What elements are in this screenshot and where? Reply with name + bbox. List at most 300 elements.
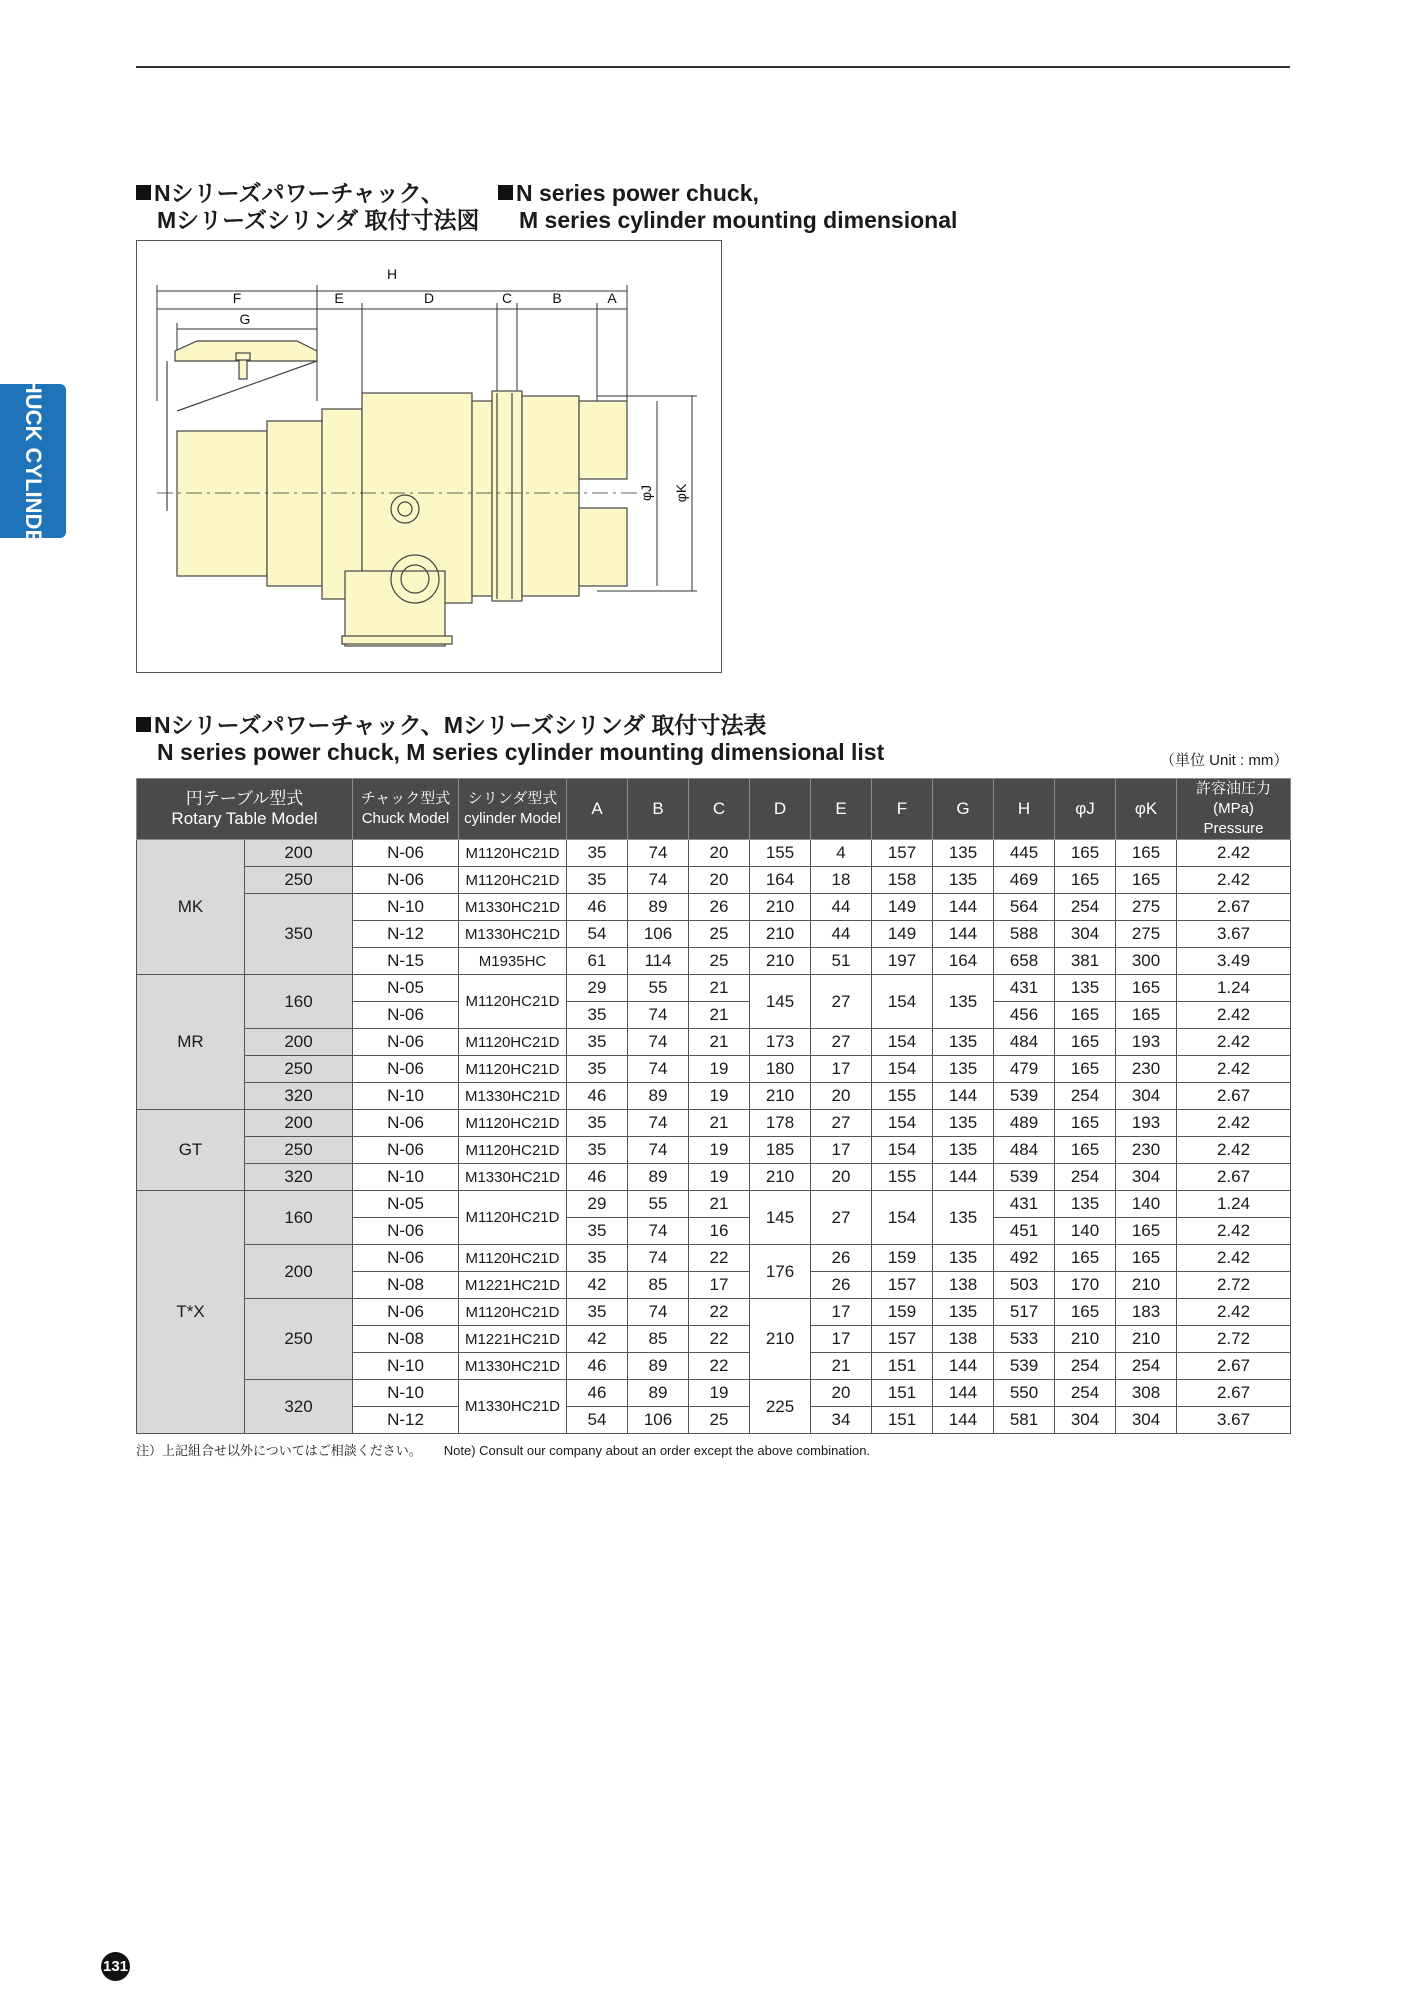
cylinder-cell: M1120HC21D — [459, 1029, 567, 1056]
size-cell: 250 — [245, 1056, 353, 1083]
top-rule — [136, 66, 1290, 68]
g-cell: 164 — [933, 948, 994, 975]
b-cell: 74 — [628, 867, 689, 894]
table-row — [137, 1083, 1291, 1110]
table-row — [137, 975, 1291, 1002]
k-cell: 165 — [1116, 867, 1177, 894]
cylinder-cell: M1221HC21D — [459, 1326, 567, 1353]
h-cell: 445 — [994, 840, 1055, 867]
e-cell: 26 — [811, 1245, 872, 1272]
d-cell: 164 — [750, 867, 811, 894]
e-cell: 20 — [811, 1083, 872, 1110]
j-cell: 254 — [1055, 1083, 1116, 1110]
size-cell: 160 — [245, 1191, 353, 1245]
b-cell: 74 — [628, 1002, 689, 1029]
header-chuck-model: チャック型式 Chuck Model — [353, 779, 459, 840]
size-cell: 250 — [245, 867, 353, 894]
size-cell: 200 — [245, 1110, 353, 1137]
e-cell: 26 — [811, 1272, 872, 1299]
table-header-row — [137, 779, 1291, 840]
f-cell: 154 — [872, 975, 933, 1029]
h-cell: 479 — [994, 1056, 1055, 1083]
e-cell: 27 — [811, 1191, 872, 1245]
k-cell: 193 — [1116, 1029, 1177, 1056]
k-cell: 230 — [1116, 1137, 1177, 1164]
f-cell: 158 — [872, 867, 933, 894]
d-cell: 210 — [750, 1299, 811, 1380]
e-cell: 27 — [811, 975, 872, 1029]
header-g: G — [933, 779, 994, 840]
size-cell: 160 — [245, 975, 353, 1029]
b-cell: 74 — [628, 1299, 689, 1326]
k-cell: 165 — [1116, 1002, 1177, 1029]
e-cell: 27 — [811, 1029, 872, 1056]
a-cell: 54 — [567, 1407, 628, 1434]
a-cell: 35 — [567, 840, 628, 867]
header-k: φK — [1116, 779, 1177, 840]
dim-label-b: B — [552, 290, 562, 306]
table-row — [137, 1110, 1291, 1137]
a-cell: 35 — [567, 1299, 628, 1326]
c-cell: 19 — [689, 1164, 750, 1191]
d-cell: 180 — [750, 1056, 811, 1083]
cylinder-cell: M1120HC21D — [459, 1299, 567, 1326]
group-cell: T*X — [137, 1191, 245, 1434]
cylinder-cell: M1120HC21D — [459, 1137, 567, 1164]
e-cell: 17 — [811, 1137, 872, 1164]
d-cell: 173 — [750, 1029, 811, 1056]
g-cell: 144 — [933, 1164, 994, 1191]
g-cell: 135 — [933, 1299, 994, 1326]
pressure-cell: 2.67 — [1177, 1164, 1291, 1191]
size-cell: 200 — [245, 1029, 353, 1056]
chuck-cell: N-06 — [353, 1056, 459, 1083]
g-cell: 144 — [933, 1380, 994, 1407]
k-cell: 230 — [1116, 1056, 1177, 1083]
pressure-cell: 2.42 — [1177, 1137, 1291, 1164]
dim-label-c: C — [501, 290, 513, 306]
f-cell: 159 — [872, 1245, 933, 1272]
pressure-cell: 2.67 — [1177, 894, 1291, 921]
table-row — [137, 1056, 1291, 1083]
header-e: E — [811, 779, 872, 840]
j-cell: 254 — [1055, 894, 1116, 921]
c-cell: 19 — [689, 1137, 750, 1164]
chuck-cell: N-10 — [353, 1164, 459, 1191]
a-cell: 46 — [567, 1164, 628, 1191]
f-cell: 157 — [872, 1326, 933, 1353]
size-cell: 320 — [245, 1083, 353, 1110]
k-cell: 300 — [1116, 948, 1177, 975]
pressure-cell: 2.42 — [1177, 1245, 1291, 1272]
j-cell: 165 — [1055, 1299, 1116, 1326]
a-cell: 42 — [567, 1326, 628, 1353]
g-cell: 144 — [933, 1407, 994, 1434]
b-cell: 55 — [628, 1191, 689, 1218]
dimension-table — [136, 778, 1291, 1434]
d-cell: 210 — [750, 948, 811, 975]
b-cell: 85 — [628, 1326, 689, 1353]
pressure-cell: 2.42 — [1177, 1218, 1291, 1245]
b-cell: 106 — [628, 921, 689, 948]
d-cell: 210 — [750, 1164, 811, 1191]
diagram-heading-en: N series power chuck, M series cylinder mounting dimensional — [498, 180, 957, 234]
b-cell: 89 — [628, 1353, 689, 1380]
j-cell: 165 — [1055, 867, 1116, 894]
size-cell: 250 — [245, 1299, 353, 1380]
g-cell: 135 — [933, 1110, 994, 1137]
chuck-cell: N-06 — [353, 1029, 459, 1056]
f-cell: 157 — [872, 840, 933, 867]
g-cell: 135 — [933, 840, 994, 867]
a-cell: 35 — [567, 1029, 628, 1056]
d-cell: 185 — [750, 1137, 811, 1164]
h-cell: 503 — [994, 1272, 1055, 1299]
chuck-cell: N-05 — [353, 1191, 459, 1218]
b-cell: 106 — [628, 1407, 689, 1434]
j-cell: 170 — [1055, 1272, 1116, 1299]
size-cell: 200 — [245, 840, 353, 867]
header-a: A — [567, 779, 628, 840]
a-cell: 35 — [567, 1002, 628, 1029]
k-cell: 210 — [1116, 1272, 1177, 1299]
b-cell: 74 — [628, 1218, 689, 1245]
b-cell: 89 — [628, 1083, 689, 1110]
table-heading: Nシリーズパワーチャック、Mシリーズシリンダ 取付寸法表 N series power chuck, M series cylinder mounting dimensional list — [136, 712, 884, 766]
b-cell: 89 — [628, 1380, 689, 1407]
a-cell: 61 — [567, 948, 628, 975]
g-cell: 144 — [933, 1353, 994, 1380]
pressure-cell: 3.67 — [1177, 1407, 1291, 1434]
b-cell: 85 — [628, 1272, 689, 1299]
b-cell: 89 — [628, 894, 689, 921]
chuck-cell: N-06 — [353, 1137, 459, 1164]
side-tab-chuck-cylinder[interactable] — [0, 362, 66, 560]
cylinder-cell: M1330HC21D — [459, 1380, 567, 1434]
a-cell: 54 — [567, 921, 628, 948]
chuck-cell: N-06 — [353, 1218, 459, 1245]
pressure-cell: 2.42 — [1177, 1110, 1291, 1137]
e-cell: 44 — [811, 894, 872, 921]
h-cell: 658 — [994, 948, 1055, 975]
cylinder-cell: M1120HC21D — [459, 1110, 567, 1137]
c-cell: 22 — [689, 1353, 750, 1380]
h-cell: 564 — [994, 894, 1055, 921]
footnote-en: Note) Consult our company about an order except the above combination. — [443, 1443, 871, 1458]
j-cell: 135 — [1055, 1191, 1116, 1218]
a-cell: 35 — [567, 867, 628, 894]
header-c: C — [689, 779, 750, 840]
a-cell: 42 — [567, 1272, 628, 1299]
d-cell: 178 — [750, 1110, 811, 1137]
pressure-cell: 2.42 — [1177, 1029, 1291, 1056]
e-cell: 17 — [811, 1056, 872, 1083]
b-cell: 89 — [628, 1164, 689, 1191]
d-cell: 210 — [750, 921, 811, 948]
e-cell: 44 — [811, 921, 872, 948]
c-cell: 17 — [689, 1272, 750, 1299]
header-b: B — [628, 779, 689, 840]
d-cell: 210 — [750, 1083, 811, 1110]
chuck-cell: N-08 — [353, 1272, 459, 1299]
header-j: φJ — [1055, 779, 1116, 840]
e-cell: 51 — [811, 948, 872, 975]
cylinder-cell: M1120HC21D — [459, 975, 567, 1029]
table-row — [137, 894, 1291, 921]
d-cell: 145 — [750, 975, 811, 1029]
header-f: F — [872, 779, 933, 840]
size-cell: 200 — [245, 1245, 353, 1299]
a-cell: 35 — [567, 1218, 628, 1245]
cylinder-cell: M1120HC21D — [459, 840, 567, 867]
b-cell: 114 — [628, 948, 689, 975]
e-cell: 21 — [811, 1353, 872, 1380]
c-cell: 20 — [689, 840, 750, 867]
chuck-cell: N-12 — [353, 1407, 459, 1434]
group-cell: MR — [137, 975, 245, 1110]
f-cell: 151 — [872, 1380, 933, 1407]
chuck-cell: N-10 — [353, 1380, 459, 1407]
k-cell: 165 — [1116, 840, 1177, 867]
side-tab-label: CHUCK CYLINDER — [21, 362, 46, 560]
table-row — [137, 1029, 1291, 1056]
g-cell: 135 — [933, 1245, 994, 1272]
k-cell: 140 — [1116, 1191, 1177, 1218]
j-cell: 140 — [1055, 1218, 1116, 1245]
h-cell: 539 — [994, 1083, 1055, 1110]
h-cell: 533 — [994, 1326, 1055, 1353]
f-cell: 154 — [872, 1056, 933, 1083]
chuck-cell: N-06 — [353, 1002, 459, 1029]
square-bullet-icon — [136, 185, 151, 200]
h-cell: 581 — [994, 1407, 1055, 1434]
chuck-cell: N-06 — [353, 1299, 459, 1326]
j-cell: 165 — [1055, 1029, 1116, 1056]
c-cell: 16 — [689, 1218, 750, 1245]
c-cell: 21 — [689, 975, 750, 1002]
k-cell: 275 — [1116, 921, 1177, 948]
dim-label-e: E — [334, 290, 344, 306]
f-cell: 154 — [872, 1137, 933, 1164]
chuck-cell: N-06 — [353, 1245, 459, 1272]
g-cell: 135 — [933, 1191, 994, 1245]
pressure-cell: 2.67 — [1177, 1083, 1291, 1110]
table-row — [137, 1164, 1291, 1191]
e-cell: 27 — [811, 1110, 872, 1137]
j-cell: 254 — [1055, 1164, 1116, 1191]
b-cell: 74 — [628, 1056, 689, 1083]
k-cell: 165 — [1116, 975, 1177, 1002]
g-cell: 138 — [933, 1326, 994, 1353]
a-cell: 35 — [567, 1110, 628, 1137]
pressure-cell: 2.42 — [1177, 1299, 1291, 1326]
dim-label-g: G — [239, 311, 251, 327]
chuck-cell: N-10 — [353, 894, 459, 921]
f-cell: 197 — [872, 948, 933, 975]
g-cell: 135 — [933, 1029, 994, 1056]
a-cell: 35 — [567, 1245, 628, 1272]
cylinder-cell: M1330HC21D — [459, 1083, 567, 1110]
pressure-cell: 2.72 — [1177, 1326, 1291, 1353]
k-cell: 254 — [1116, 1353, 1177, 1380]
j-cell: 165 — [1055, 1110, 1116, 1137]
cylinder-cell: M1330HC21D — [459, 1164, 567, 1191]
b-cell: 74 — [628, 1245, 689, 1272]
dim-label-d: D — [423, 290, 435, 306]
h-cell: 456 — [994, 1002, 1055, 1029]
f-cell: 149 — [872, 894, 933, 921]
a-cell: 35 — [567, 1056, 628, 1083]
chuck-cell: N-10 — [353, 1353, 459, 1380]
j-cell: 135 — [1055, 975, 1116, 1002]
table-row — [137, 1191, 1291, 1218]
cylinder-cell: M1330HC21D — [459, 921, 567, 948]
size-cell: 250 — [245, 1137, 353, 1164]
pressure-cell: 2.72 — [1177, 1272, 1291, 1299]
cylinder-cell: M1330HC21D — [459, 894, 567, 921]
c-cell: 20 — [689, 867, 750, 894]
cylinder-cell: M1935HC — [459, 948, 567, 975]
d-cell: 210 — [750, 894, 811, 921]
f-cell: 157 — [872, 1272, 933, 1299]
f-cell: 149 — [872, 921, 933, 948]
a-cell: 46 — [567, 1380, 628, 1407]
h-cell: 588 — [994, 921, 1055, 948]
j-cell: 254 — [1055, 1353, 1116, 1380]
f-cell: 151 — [872, 1407, 933, 1434]
j-cell: 165 — [1055, 1002, 1116, 1029]
cylinder-cell: M1120HC21D — [459, 1245, 567, 1272]
table-row — [137, 840, 1291, 867]
chuck-cell: N-06 — [353, 840, 459, 867]
size-cell: 350 — [245, 894, 353, 975]
h-cell: 451 — [994, 1218, 1055, 1245]
k-cell: 165 — [1116, 1218, 1177, 1245]
chuck-cell: N-06 — [353, 867, 459, 894]
pressure-cell: 3.49 — [1177, 948, 1291, 975]
mounting-drawing — [137, 241, 723, 674]
a-cell: 46 — [567, 1353, 628, 1380]
k-cell: 275 — [1116, 894, 1177, 921]
a-cell: 29 — [567, 1191, 628, 1218]
b-cell: 74 — [628, 840, 689, 867]
table-row — [137, 1299, 1291, 1326]
group-cell: GT — [137, 1110, 245, 1191]
dim-label-h: H — [386, 266, 398, 282]
a-cell: 29 — [567, 975, 628, 1002]
h-cell: 484 — [994, 1029, 1055, 1056]
cylinder-cell: M1120HC21D — [459, 1056, 567, 1083]
pressure-cell: 2.42 — [1177, 867, 1291, 894]
unit-note: （単位 Unit : mm） — [1160, 752, 1289, 769]
g-cell: 135 — [933, 867, 994, 894]
c-cell: 22 — [689, 1245, 750, 1272]
header-pressure: 許容油圧力(MPa) Pressure — [1177, 779, 1291, 840]
g-cell: 138 — [933, 1272, 994, 1299]
header-h: H — [994, 779, 1055, 840]
j-cell: 165 — [1055, 840, 1116, 867]
f-cell: 155 — [872, 1083, 933, 1110]
d-cell: 225 — [750, 1380, 811, 1434]
c-cell: 22 — [689, 1299, 750, 1326]
c-cell: 19 — [689, 1056, 750, 1083]
g-cell: 144 — [933, 894, 994, 921]
h-cell: 539 — [994, 1353, 1055, 1380]
h-cell: 492 — [994, 1245, 1055, 1272]
j-cell: 254 — [1055, 1380, 1116, 1407]
dim-label-a: A — [607, 290, 617, 306]
f-cell: 159 — [872, 1299, 933, 1326]
e-cell: 17 — [811, 1326, 872, 1353]
group-cell: MK — [137, 840, 245, 975]
chuck-cell: N-08 — [353, 1326, 459, 1353]
j-cell: 210 — [1055, 1326, 1116, 1353]
e-cell: 20 — [811, 1380, 872, 1407]
size-cell: 320 — [245, 1380, 353, 1434]
g-cell: 144 — [933, 921, 994, 948]
j-cell: 381 — [1055, 948, 1116, 975]
f-cell: 154 — [872, 1191, 933, 1245]
dim-label-j: φJ — [638, 484, 654, 502]
f-cell: 154 — [872, 1029, 933, 1056]
e-cell: 34 — [811, 1407, 872, 1434]
size-cell: 320 — [245, 1164, 353, 1191]
pressure-cell: 2.67 — [1177, 1380, 1291, 1407]
footnote-jp: 注）上記組合せ以外についてはご相談ください。 — [136, 1443, 422, 1458]
a-cell: 46 — [567, 894, 628, 921]
b-cell: 74 — [628, 1137, 689, 1164]
b-cell: 55 — [628, 975, 689, 1002]
diagram-heading-jp: Nシリーズパワーチャック、 Mシリーズシリンダ 取付寸法図 — [136, 180, 479, 234]
square-bullet-icon — [136, 717, 151, 732]
j-cell: 304 — [1055, 921, 1116, 948]
square-bullet-icon — [498, 185, 513, 200]
k-cell: 193 — [1116, 1110, 1177, 1137]
g-cell: 135 — [933, 1137, 994, 1164]
pressure-cell: 2.42 — [1177, 1002, 1291, 1029]
h-cell: 517 — [994, 1299, 1055, 1326]
f-cell: 151 — [872, 1353, 933, 1380]
pressure-cell: 2.67 — [1177, 1353, 1291, 1380]
table-row — [137, 867, 1291, 894]
chuck-cell: N-10 — [353, 1083, 459, 1110]
e-cell: 4 — [811, 840, 872, 867]
d-cell: 145 — [750, 1191, 811, 1245]
j-cell: 304 — [1055, 1407, 1116, 1434]
c-cell: 19 — [689, 1380, 750, 1407]
pressure-cell: 2.42 — [1177, 840, 1291, 867]
k-cell: 165 — [1116, 1245, 1177, 1272]
c-cell: 21 — [689, 1191, 750, 1218]
dim-label-k: φK — [673, 483, 689, 503]
cylinder-cell: M1221HC21D — [459, 1272, 567, 1299]
header-rotary-model: 円テーブル型式 Rotary Table Model — [137, 779, 353, 840]
e-cell: 20 — [811, 1164, 872, 1191]
a-cell: 46 — [567, 1083, 628, 1110]
b-cell: 74 — [628, 1029, 689, 1056]
k-cell: 308 — [1116, 1380, 1177, 1407]
j-cell: 165 — [1055, 1137, 1116, 1164]
chuck-cell: N-12 — [353, 921, 459, 948]
pressure-cell: 2.42 — [1177, 1056, 1291, 1083]
c-cell: 25 — [689, 921, 750, 948]
h-cell: 431 — [994, 975, 1055, 1002]
page-number: 131 — [101, 1952, 130, 1981]
f-cell: 154 — [872, 1110, 933, 1137]
h-cell: 431 — [994, 1191, 1055, 1218]
cylinder-cell: M1330HC21D — [459, 1353, 567, 1380]
f-cell: 155 — [872, 1164, 933, 1191]
